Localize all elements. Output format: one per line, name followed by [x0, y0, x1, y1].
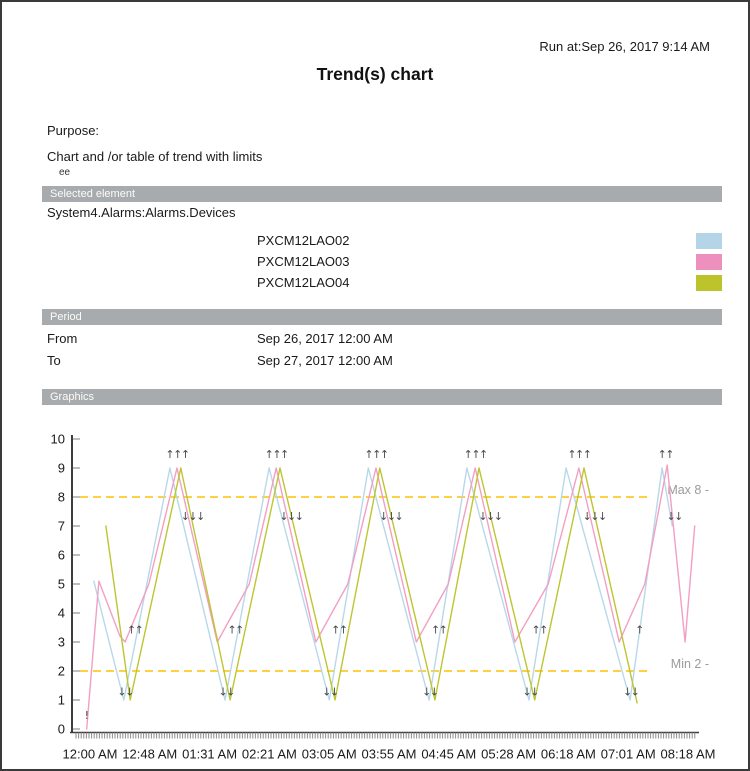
period-from-label: From [47, 331, 78, 346]
series-PXCM12LAO02 [94, 468, 673, 700]
y-tick-label: 0 [57, 721, 65, 737]
annotation-marker: ! [84, 708, 88, 722]
x-tick-label: 08:18 AM [660, 746, 716, 762]
annotation-marker: ↑↑↑ [165, 447, 189, 461]
annotation-marker: ↑↑ [331, 623, 347, 637]
y-tick-label: 9 [57, 460, 65, 476]
legend-item [257, 232, 722, 253]
y-tick-label: 7 [57, 518, 65, 534]
period-to-row [47, 353, 722, 368]
x-tick-label: 01:31 AM [182, 746, 238, 762]
x-tick-label: 02:21 AM [241, 746, 297, 762]
annotation-marker: ↓↓↓ [478, 510, 502, 524]
run-at-timestamp: Run at:Sep 26, 2017 9:14 AM [539, 39, 710, 54]
section-header-graphics: Graphics [42, 389, 722, 405]
selected-element-path: System4.Alarms:Alarms.Devices [47, 205, 236, 220]
annotation-marker: ↓↓ [322, 685, 338, 699]
annotation-marker: ↑↑↑ [567, 447, 591, 461]
section-header-period: Period [42, 309, 722, 325]
legend-item [257, 274, 722, 295]
legend-item [257, 253, 722, 274]
x-tick-label: 12:48 AM [122, 746, 178, 762]
legend-item-label: PXCM12LAO03 [257, 254, 350, 269]
annotation-marker: ↑ [635, 623, 643, 637]
annotation-marker: ↓↓↓ [379, 510, 403, 524]
limit-label: Min 2 - [670, 657, 709, 671]
legend-color-swatch [696, 233, 722, 249]
annotation-marker: ↓↓↓ [582, 510, 606, 524]
x-tick-label: 12:00 AM [62, 746, 118, 762]
trend-chart [2, 422, 750, 770]
legend-color-swatch [696, 254, 722, 270]
annotation-marker: ↓↓ [622, 685, 639, 699]
legend-item-label: PXCM12LAO04 [257, 275, 350, 290]
x-tick-label: 06:18 AM [540, 746, 596, 762]
annotation-marker: ↑↑ [227, 623, 243, 637]
x-axis [63, 733, 716, 762]
period-to-label: To [47, 353, 61, 368]
y-tick-label: 8 [57, 489, 65, 505]
legend-color-swatch [696, 275, 722, 291]
annotation-marker: ↓↓ [666, 510, 682, 524]
annotation-marker: ↓↓ [218, 685, 234, 699]
y-tick-label: 1 [57, 692, 65, 708]
annotation-marker: ↓↓↓ [279, 510, 303, 524]
y-tick-label: 3 [57, 634, 65, 650]
annotation-marker: ↑↑ [430, 623, 447, 637]
annotation-marker: ↓↓ [522, 685, 538, 699]
y-tick-label: 5 [57, 576, 65, 592]
annotation-marker: ↓↓ [422, 685, 438, 699]
legend-item-label: PXCM12LAO02 [257, 233, 350, 248]
period-from-row [47, 331, 722, 346]
legend-list [257, 232, 722, 295]
section-header-selected-element: Selected element [42, 186, 722, 202]
x-tick-label: 04:45 AM [421, 746, 477, 762]
x-tick-label: 07:01 AM [600, 746, 656, 762]
y-tick-label: 4 [57, 605, 65, 621]
y-tick-label: 10 [50, 431, 65, 447]
page-title: Trend(s) chart [316, 64, 434, 84]
annotation-marker: ↓↓↓ [180, 510, 204, 524]
purpose-text: Chart and /or table of trend with limits [47, 149, 263, 164]
annotation-marker: ↑↑ [657, 447, 674, 461]
x-tick-label: 03:55 AM [361, 746, 417, 762]
annotation-marker: ↑↑ [531, 623, 547, 637]
purpose-note: ee [59, 167, 71, 178]
limit-label: Max 8 - [667, 483, 709, 497]
x-tick-label: 05:28 AM [481, 746, 537, 762]
annotation-marker: ↑↑ [126, 623, 143, 637]
x-tick-label: 03:05 AM [301, 746, 357, 762]
y-tick-label: 6 [57, 547, 65, 563]
period-from-value: Sep 26, 2017 12:00 AM [257, 331, 393, 346]
limit-line [80, 657, 709, 671]
period-to-value: Sep 27, 2017 12:00 AM [257, 353, 393, 368]
annotation-marker: ↑↑↑ [264, 447, 288, 461]
y-tick-label: 2 [57, 663, 65, 679]
y-axis [51, 432, 80, 737]
annotation-marker: ↑↑↑ [364, 447, 388, 461]
annotation-marker: ↓↓ [117, 685, 133, 699]
annotation-marker: ↑↑↑ [463, 447, 487, 461]
purpose-label: Purpose: [47, 123, 100, 138]
